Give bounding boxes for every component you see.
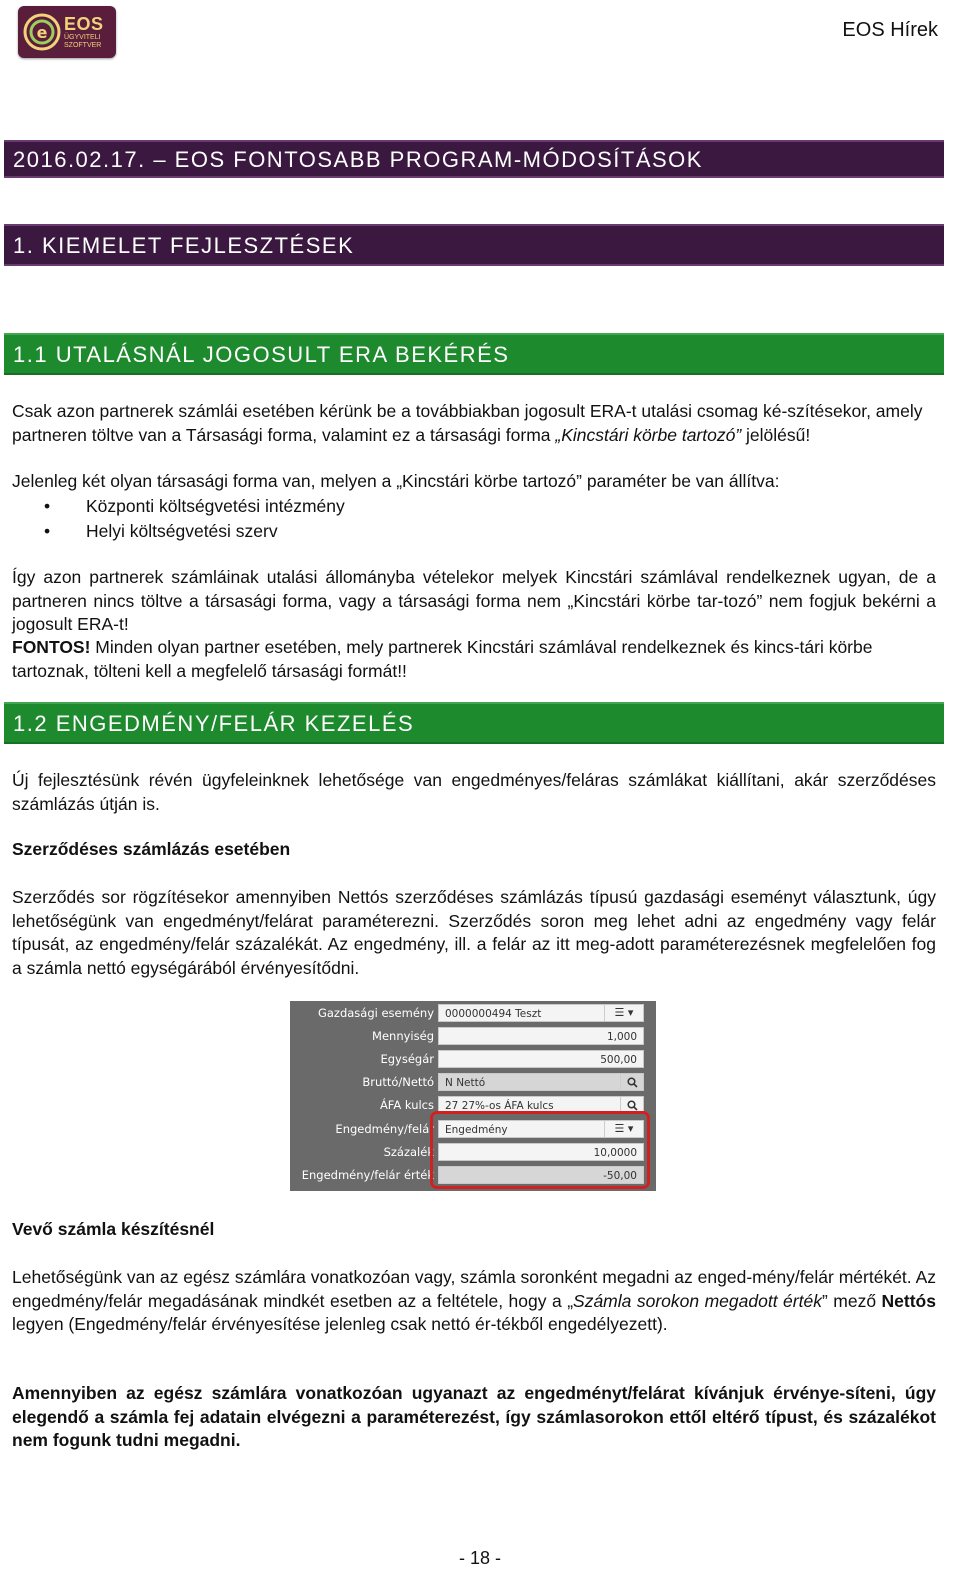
highlight-box <box>430 1111 650 1189</box>
list-item: • Helyi költségvetési szerv <box>12 519 345 544</box>
s12-p3-italic: Számla sorokon megadott érték <box>573 1290 822 1311</box>
s11-paragraph-2: Jelenleg két olyan társasági forma van, melyen a „Kincstári körbe tartozó” paraméter be van állítva: <box>12 471 780 491</box>
eos-logo <box>18 6 116 58</box>
form-label: Mennyiség <box>372 1029 434 1043</box>
main-title-bar <box>4 140 944 178</box>
form-label: Engedmény/felár <box>335 1122 434 1136</box>
s12-p3-bold: Nettós <box>881 1290 936 1311</box>
discount-value-field: -50,00 <box>438 1166 644 1184</box>
section-1-title: 1. KIEMELET FEJLESZTÉSEK <box>13 233 355 258</box>
s12-paragraph-2: Szerződés sor rögzítésekor amennyiben Nettós szerződéses számlázás típusú gazdasági eseményt választunk, úgy lehetőségünk van engedményt/felárat paraméterezni. Szerződés soron meg lehet adni az engedmény vagy felár típusát, az engedmény/felár százalékát. Az engedmény, ill. a felár az itt meg-adott paraméterezésnek megfelelően fog a számla nettó egységárából érvényesítődni. <box>12 887 936 978</box>
section-1-bar <box>4 224 944 266</box>
form-label: Engedmény/felár érték <box>301 1168 434 1182</box>
logo-text: EOS <box>64 14 104 34</box>
list-item: • Központi költségvetési intézmény <box>12 494 345 519</box>
s11-p1-text: Csak azon partnerek számlái esetében kérünk be a továbbiakban jogosult ERA-t utalási csomag ké-szítésekor, amely partneren töltve van a Társasági forma, valamint ez a társasági forma <box>12 401 923 445</box>
form-row-brutto-netto <box>290 1071 656 1093</box>
s11-paragraph-3: Így azon partnerek számláinak utalási állományba vételekor melyek Kincstári számlával rendelkeznek ugyan, de a partneren nincs töltve a társasági forma, vagy a társasági forma nem „Kincstári körbe tar-tozó” nem fogjuk bekérni a jogosult ERA-t! <box>12 567 936 634</box>
percentage-field[interactable]: 10,0000 <box>438 1143 644 1161</box>
field-value: 0000000494 Teszt <box>445 1008 542 1020</box>
s12-p3-mid: ” mező <box>821 1290 882 1311</box>
s12-paragraph-1: Új fejlesztésünk révén ügyfeleinknek lehetősége van engedményes/feláras számlákat kiállítani, akár szerződéses számlázás útján is. <box>12 770 936 814</box>
form-row-gazdasagi-esemeny <box>290 1002 656 1024</box>
field-value: 27 27%-os ÁFA kulcs <box>445 1100 554 1112</box>
svg-text:e: e <box>36 23 48 42</box>
header-title: EOS Hírek <box>842 19 938 41</box>
contract-heading: Szerződéses számlázás esetében <box>12 839 291 859</box>
s11-p4-text: Minden olyan partner esetében, mely partnerek Kincstári számlával rendelkeznek és kincs-tári körbe tartoznak, tölteni kell a megfelelő társasági formát!! <box>12 637 873 681</box>
important-label: FONTOS! <box>12 637 91 657</box>
list-dropdown-icon[interactable]: ☰ ▾ <box>604 1005 643 1021</box>
s12-p3-text: Lehetőségünk van az egész számlára vonatkozóan vagy, számla soronként megadni az enged-mény/felár mértékét. Az engedmény/felár megadásának mindkét esetben az a feltétele, hogy a „ <box>12 1267 936 1311</box>
field-value: N Nettó <box>445 1077 486 1089</box>
invoice-heading: Vevő számla készítésnél <box>12 1219 215 1239</box>
section-1-1-bar <box>4 333 944 375</box>
form-label: Százalék <box>383 1145 434 1159</box>
form-label: Egységár <box>380 1052 434 1066</box>
form-label: ÁFA kulcs <box>379 1098 434 1112</box>
logo-subtitle: ÜGYVITELI SZOFTVER <box>64 34 102 49</box>
form-row-egysegar <box>290 1048 656 1070</box>
section-1-2-title: 1.2 ENGEDMÉNY/FELÁR KEZELÉS <box>13 711 415 736</box>
form-row-mennyiseg <box>290 1025 656 1047</box>
section-1-2-bar <box>4 702 944 744</box>
field-value: Engedmény <box>445 1124 508 1136</box>
list-dropdown-icon[interactable]: ☰ ▾ <box>604 1121 643 1137</box>
page-number: - 18 - <box>458 1548 501 1568</box>
section-1-1-title: 1.1 UTALÁSNÁL JOGOSULT ERA BEKÉRÉS <box>13 342 510 367</box>
gross-net-field[interactable] <box>438 1073 644 1091</box>
form-label: Bruttó/Nettó <box>362 1075 434 1089</box>
s11-paragraph-4 <box>12 636 936 683</box>
logo-emblem-icon <box>22 12 62 52</box>
form-label: Gazdasági esemény <box>317 1006 434 1020</box>
s11-paragraph-1 <box>12 400 936 447</box>
quantity-field[interactable]: 1,000 <box>438 1027 644 1045</box>
s11-p1-italic: „Kincstári körbe tartozó” <box>555 424 742 445</box>
s12-p3-tail: legyen (Engedmény/felár érvényesítése jelenleg csak nettó ér-tékből engedélyezett). <box>12 1314 668 1334</box>
bullet-list <box>12 494 345 543</box>
s12-paragraph-4: Amennyiben az egész számlára vonatkozóan ugyanazt az engedményt/felárat kívánjuk érvénye-síteni, úgy elegendő a számla fej adatain elvégezni a paraméterezést, így számlasorokon ettől eltérő típust, és százalékot nem fogunk tudni megadni. <box>12 1383 936 1450</box>
s11-p1-tail: jelölésű! <box>741 424 811 445</box>
main-title: 2016.02.17. – EOS FONTOSABB PROGRAM-MÓDOSÍTÁSOK <box>13 147 703 172</box>
s12-paragraph-3 <box>12 1266 936 1337</box>
unit-price-field[interactable]: 500,00 <box>438 1050 644 1068</box>
form-screenshot <box>290 1001 656 1191</box>
economic-event-field[interactable] <box>438 1004 644 1022</box>
search-icon[interactable] <box>620 1074 643 1090</box>
